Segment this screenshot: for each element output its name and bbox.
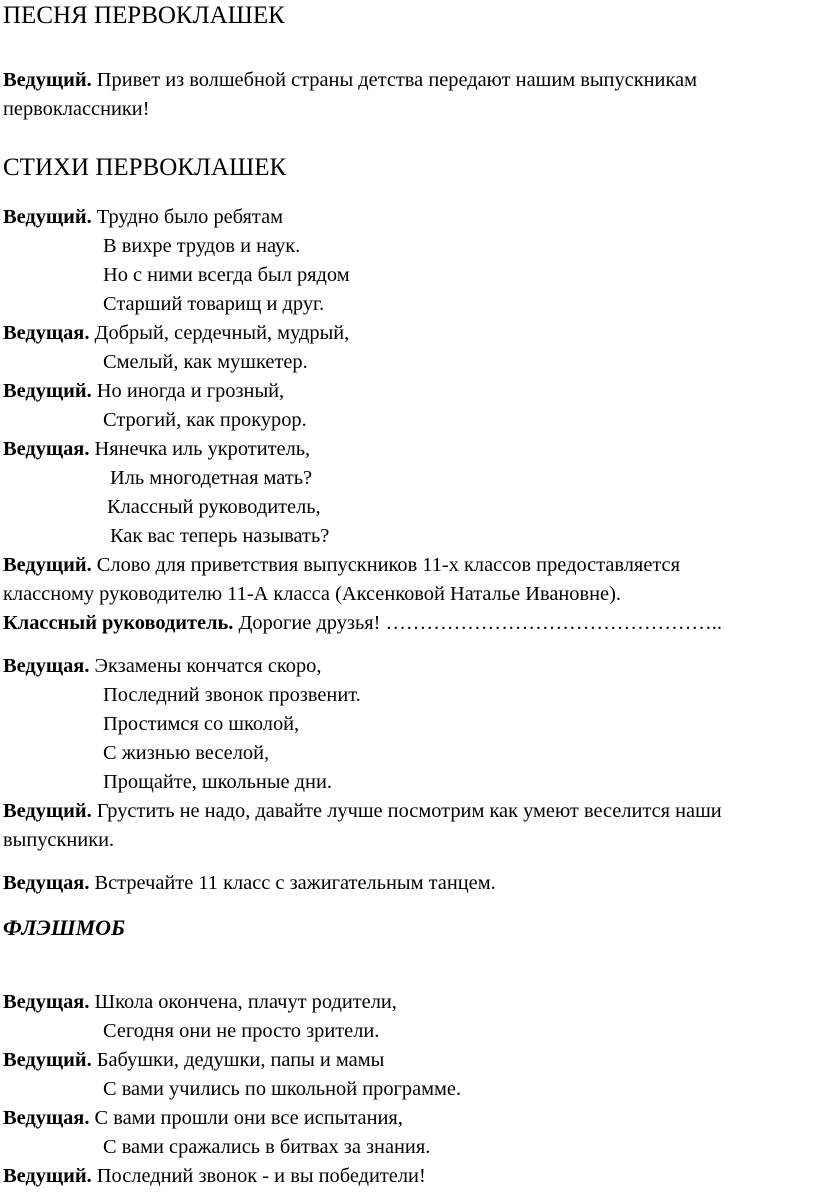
verse-line: [3, 377, 284, 405]
speaker-label: Ведущая.: [3, 438, 90, 460]
speaker-label: Ведущая.: [3, 1107, 90, 1129]
speaker-label: Ведущая.: [3, 872, 90, 894]
paragraph-text: Грустить не надо, давайте лучше посмотрим как умеют веселится наши: [91, 800, 722, 822]
verse-line: Последний звонок прозвенит.: [103, 684, 361, 706]
speaker-label: Ведущий.: [3, 1049, 92, 1071]
paragraph-line: [3, 869, 496, 897]
verse-line: [3, 1162, 426, 1190]
verse-text: Экзамены кончатся скоро,: [89, 655, 322, 677]
verse-text: Последний звонок - и вы победители!: [91, 1165, 426, 1187]
paragraph-intro-line1: [3, 66, 697, 94]
verse-text: Бабушки, дедушки, папы и мамы: [91, 1049, 385, 1071]
verse-line: С вами сражались в битвах за знания.: [103, 1136, 431, 1158]
verse-text: Добрый, сердечный, мудрый,: [89, 322, 350, 344]
paragraph-text: Встречайте 11 класс с зажигательным танцем.: [89, 872, 496, 894]
paragraph-text: Дорогие друзья! …………………………………………..: [233, 612, 722, 634]
verse-text: Нянечка иль укротитель,: [89, 438, 311, 460]
verse-line: Но с ними всегда был рядом: [103, 264, 350, 286]
paragraph-intro-line2: первоклассники!: [3, 98, 150, 120]
paragraph-line: [3, 609, 722, 637]
verse-line: Как вас теперь называть?: [110, 525, 330, 547]
verse-line: Смелый, как мушкетер.: [103, 351, 308, 373]
verse-line: Старший товарищ и друг.: [103, 293, 325, 315]
verse-line: [3, 435, 310, 463]
heading-poems: СТИХИ ПЕРВОКЛАШЕК: [3, 154, 287, 181]
speaker-label: Ведущая.: [3, 322, 90, 344]
verse-line: [3, 1104, 403, 1132]
verse-line: [3, 652, 321, 680]
speaker-label: Ведущая.: [3, 655, 90, 677]
verse-line: Простимся со школой,: [103, 713, 300, 735]
verse-line: [3, 203, 283, 231]
speaker-label: Ведущий.: [3, 380, 92, 402]
speaker-label: Ведущий.: [3, 554, 92, 576]
paragraph-text: Привет из волшебной страны детства передают нашим выпускникам: [91, 69, 697, 91]
verse-text: С вами прошли они все испытания,: [89, 1107, 403, 1129]
verse-line: [3, 1046, 384, 1074]
verse-line: Прощайте, школьные дни.: [103, 771, 332, 793]
verse-line: С вами учились по школьной программе.: [103, 1078, 462, 1100]
speaker-label: Ведущая.: [3, 991, 90, 1013]
verse-text: Но иногда и грозный,: [91, 380, 285, 402]
verse-line: Классный руководитель,: [107, 496, 321, 518]
verse-text: Школа окончена, плачут родители,: [89, 991, 397, 1013]
paragraph-text: Слово для приветствия выпускников 11-х классов предоставляется: [91, 554, 680, 576]
paragraph-line: [3, 797, 722, 825]
verse-line: [3, 988, 397, 1016]
verse-line: Сегодня они не просто зрители.: [103, 1020, 380, 1042]
verse-line: Строгий, как прокурор.: [103, 409, 307, 431]
verse-line: Иль многодетная мать?: [110, 467, 313, 489]
speaker-label: Ведущий.: [3, 69, 92, 91]
verse-line: В вихре трудов и наук.: [103, 235, 301, 257]
speaker-label: Ведущий.: [3, 1165, 92, 1187]
speaker-label: Ведущий.: [3, 206, 92, 228]
verse-text: Трудно было ребятам: [91, 206, 284, 228]
paragraph-line: выпускники.: [3, 829, 115, 851]
paragraph-line: [3, 551, 680, 579]
verse-line: С жизнью веселой,: [103, 742, 270, 764]
verse-line: [3, 319, 349, 347]
speaker-label: Классный руководитель.: [3, 612, 234, 634]
paragraph-line: классному руководителю 11-А класса (Аксенковой Наталье Ивановне).: [3, 583, 621, 605]
heading-flashmob: ФЛЭШМОБ: [3, 915, 126, 940]
heading-song: ПЕСНЯ ПЕРВОКЛАШЕК: [3, 2, 285, 29]
speaker-label: Ведущий.: [3, 800, 92, 822]
